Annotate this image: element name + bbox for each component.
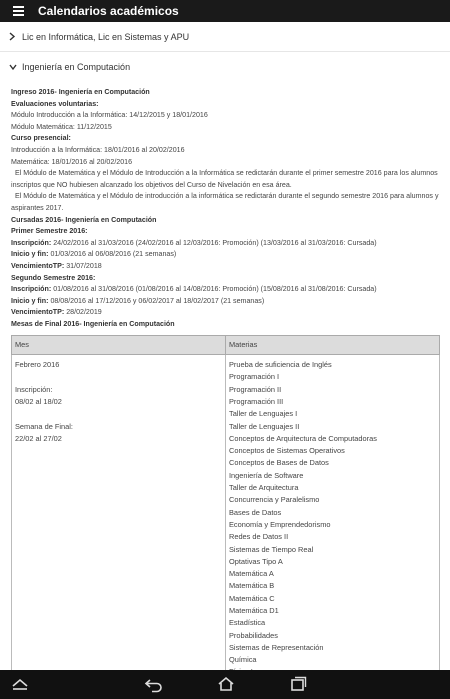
inscripcion-value: 24/02/2016 al 31/03/2016 (24/02/2016 al 12/03/2016: Promoción) (13/03/2016 al 31/03/2016: Cursada) <box>53 238 377 247</box>
materia-item: Matemática C <box>229 593 275 603</box>
segundo-inicio <box>11 296 439 308</box>
materia-item: Matemática D1 <box>229 606 279 615</box>
column-header-materias: Materias <box>226 336 440 355</box>
materia-item: Programación II <box>229 384 282 394</box>
materia-item: Optativas Tipo A <box>229 556 283 566</box>
app-bar <box>0 0 450 22</box>
vencimiento-label: VencimientoTP: <box>11 308 65 317</box>
mes-line: Semana de Final: <box>15 421 73 431</box>
materia-item: Matemática B <box>229 581 275 591</box>
materia-item: Concurrencia y Paralelismo <box>229 495 320 505</box>
materia-item: Conceptos de Sistemas Operativos <box>229 446 345 456</box>
inicio-value: 01/03/2016 al 06/08/2016 (21 semanas) <box>50 250 177 259</box>
vencimiento-value: 31/07/2018 <box>66 261 102 270</box>
section-ingenieria-computacion[interactable] <box>0 52 450 82</box>
materia-item: Sistemas de Tiempo Real <box>229 544 314 554</box>
vencimiento-label: VencimientoTP: <box>11 261 65 270</box>
mes-line: Febrero 2016 <box>15 360 60 370</box>
materias-cell <box>226 355 440 680</box>
mes-line: 22/02 al 27/02 <box>15 433 62 443</box>
eval-title: Evaluaciones voluntarias: <box>11 99 99 108</box>
section-label: Ingeniería en Computación <box>22 62 131 72</box>
inscripcion-label: Inscripción: <box>11 285 52 294</box>
mesas-table <box>11 335 440 679</box>
inscripcion-value: 01/08/2016 al 31/08/2016 (01/08/2016 al 14/08/2016: Promoción) (15/08/2016 al 31/08/2016: Cursada) <box>53 285 377 294</box>
home-icon[interactable] <box>216 676 234 692</box>
materia-item: Conceptos de Bases de Datos <box>229 458 329 468</box>
materia-item: Prueba de suficiencia de Inglés <box>229 360 332 370</box>
materia-item: Taller de Lenguajes II <box>229 421 300 431</box>
section-detail <box>0 82 450 680</box>
recent-apps-icon[interactable] <box>288 676 306 692</box>
column-header-mes: Mes <box>12 336 226 355</box>
curso-line: Matemática: 18/01/2016 al 20/02/2016 <box>11 157 133 166</box>
hamburger-menu-icon[interactable] <box>6 0 30 22</box>
mes-cell <box>12 355 226 680</box>
cursadas-title: Cursadas 2016- Ingeniería en Computación <box>11 215 157 224</box>
segundo-semestre-title: Segundo Semestre 2016: <box>11 273 96 282</box>
primer-inicio <box>11 249 439 261</box>
section-lic-informatica[interactable] <box>0 22 450 52</box>
hide-keyboard-icon[interactable] <box>10 676 28 692</box>
mes-line: Inscripción: <box>15 384 53 394</box>
materia-item: Economía y Emprendedorismo <box>229 519 331 529</box>
inicio-label: Inicio y fin: <box>11 250 49 259</box>
materia-item: Ingeniería de Software <box>229 470 304 480</box>
inicio-label: Inicio y fin: <box>11 296 49 305</box>
mes-line <box>15 371 222 383</box>
materia-item: Programación III <box>229 396 284 406</box>
curso-line: Introducción a la Informática: 18/01/2016 al 20/02/2016 <box>11 145 185 154</box>
vencimiento-value: 28/02/2019 <box>66 308 102 317</box>
system-nav-bar <box>0 670 450 699</box>
mesas-title: Mesas de Final 2016- Ingeniería en Computación <box>11 319 175 328</box>
materia-item: Estadística <box>229 618 266 628</box>
section-label: Lic en Informática, Lic en Sistemas y APU <box>22 31 190 42</box>
materia-item: Matemática A <box>229 569 274 579</box>
inicio-value: 08/08/2016 al 17/12/2016 y 06/02/2017 al 18/02/2017 (21 semanas) <box>50 296 265 305</box>
segundo-inscripcion <box>11 284 439 296</box>
materia-item: Taller de Lenguajes I <box>229 409 298 419</box>
materia-item: Sistemas de Representación <box>229 642 324 652</box>
materia-item: Conceptos de Arquitectura de Computadoras <box>229 433 377 443</box>
segundo-vencimiento <box>11 307 439 319</box>
primer-semestre-title: Primer Semestre 2016: <box>11 227 88 236</box>
chevron-down-icon <box>9 64 18 70</box>
materia-item: Probabilidades <box>229 630 278 640</box>
table-header-row <box>12 336 440 355</box>
inscripcion-label: Inscripción: <box>11 238 52 247</box>
materia-item: Redes de Datos II <box>229 532 289 542</box>
chevron-right-icon <box>9 32 18 41</box>
materia-item: Bases de Datos <box>229 507 282 517</box>
mes-line <box>15 408 222 420</box>
table-row <box>12 355 440 680</box>
back-icon[interactable] <box>144 676 162 692</box>
ingreso-title: Ingreso 2016- Ingeniería en Computación <box>11 88 150 96</box>
app-title: Calendarios académicos <box>38 4 179 18</box>
primer-vencimiento <box>11 261 439 273</box>
materia-item: Programación I <box>229 372 280 382</box>
primer-inscripcion <box>11 238 439 250</box>
note-text: El Módulo de Matemática y el Módulo de introducción a la informática se redictarán durante el segundo semestre 2016 para alumnos y aspirantes 2017. <box>11 192 439 212</box>
eval-line: Módulo Introducción a la Informática: 14/12/2015 y 18/01/2016 <box>11 111 208 120</box>
materia-item: Química <box>229 655 257 665</box>
content-area <box>0 22 450 670</box>
curso-title: Curso presencial: <box>11 134 71 143</box>
note-text: El Módulo de Matemática y el Módulo de Introducción a la Informática se redictarán durante el primer semestre 2016 para los alumnos inscriptos que NO hubiesen alcanzado los objetivos del Curso de Nivelación en esa área. <box>11 169 438 189</box>
eval-line: Módulo Matemática: 11/12/2015 <box>11 122 112 131</box>
materia-item: Taller de Arquitectura <box>229 483 299 493</box>
mes-line: 08/02 al 18/02 <box>15 396 62 406</box>
